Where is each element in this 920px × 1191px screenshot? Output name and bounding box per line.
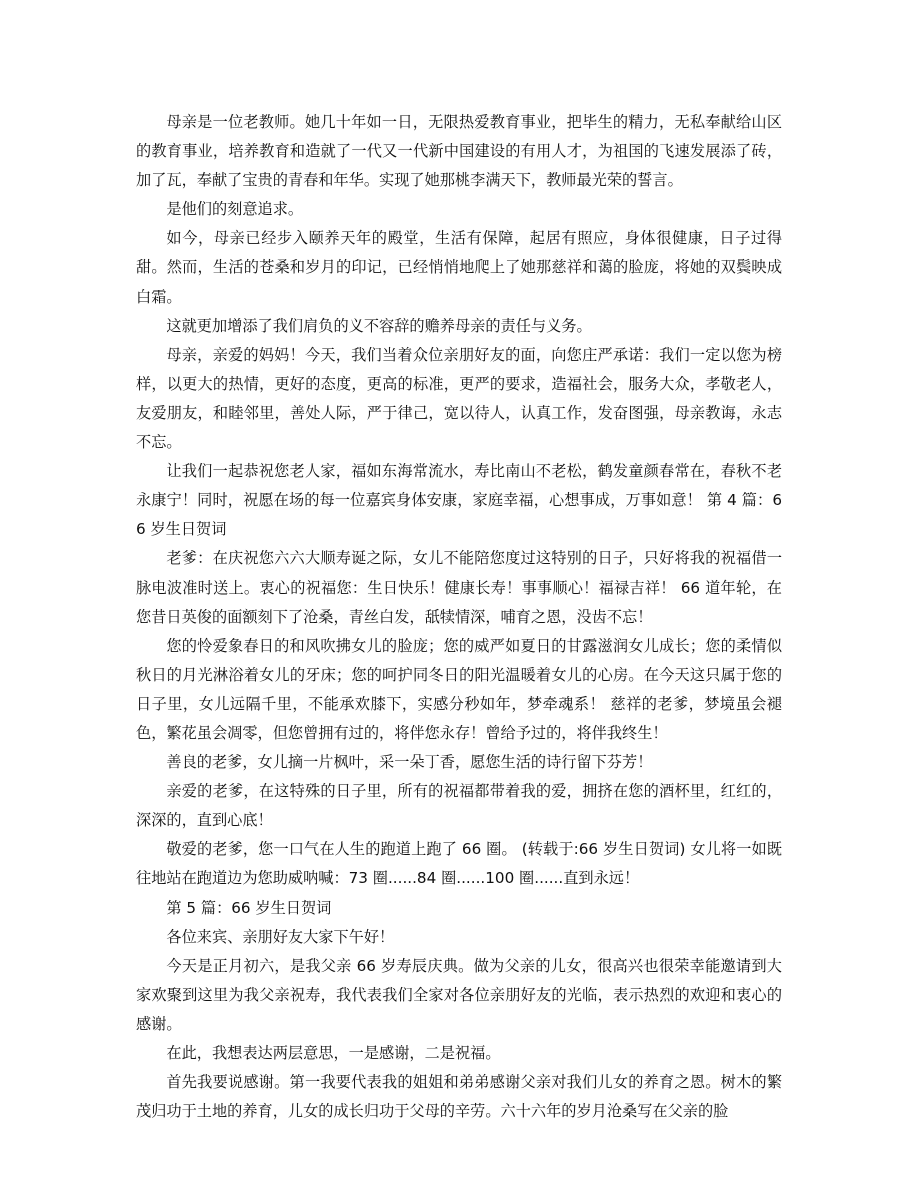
- paragraph: 您的怜爱象春日的和风吹拂女儿的脸庞；您的威严如夏日的甘露滋润女儿成长；您的柔情似秋日的月光淋浴着女儿的牙床；您的呵护同冬日的阳光温暖着女儿的心房。在今天这只属于您的日子里，女儿远隔千里，不能承欢膝下，实感分秒如年，梦牵魂系！ 慈祥的老爹，梦境虽会褪色，繁花虽会凋零，但您曾拥有过的，将伴您永存！曾给予过的，将伴我终生！: [136, 636, 782, 742]
- paragraph: 母亲是一位老教师。她几十年如一日，无限热爱教育事业，把毕生的精力，无私奉献给山区的教育事业，培养教育和造就了一代又一代新中国建设的有用人才，为祖国的飞速发展添了砖，加了瓦，奉献了宝贵的青春和年华。实现了她那桃李满天下，教师最光荣的誓言。: [136, 113, 782, 190]
- paragraph: 首先我要说感谢。第一我要代表我的姐姐和弟弟感谢父亲对我们儿女的养育之恩。树木的繁茂归功于土地的养育，儿女的成长归功于父母的辛劳。六十六年的岁月沧桑写在父亲的脸: [136, 1073, 782, 1121]
- paragraph: 是他们的刻意追求。: [166, 200, 304, 219]
- section-heading: 第 5 篇：66 岁生日贺词: [166, 898, 332, 917]
- paragraph: 母亲，亲爱的妈妈！今天，我们当着众位亲朋好友的面，向您庄严承诺：我们一定以您为榜样，以更大的热情，更好的态度，更高的标准，更严的要求，造福社会，服务大众，孝敬老人，友爱朋友，和睦邻里，善处人际，严于律己，宽以待人，认真工作，发奋图强，母亲教诲，永志不忘。: [136, 345, 782, 452]
- paragraph: 如今，母亲已经步入颐养天年的殿堂，生活有保障，起居有照应，身体很健康，日子过得甜。然而，生活的苍桑和岁月的印记，已经悄悄地爬上了她那慈祥和蔼的脸庞，将她的双鬓映成白霜。: [136, 229, 782, 306]
- paragraph: 让我们一起恭祝您老人家，福如东海常流水，寿比南山不老松，鹤发童颜春常在，春秋不老永康宁！同时，祝愿在场的每一位嘉宾身体安康，家庭幸福，心想事成，万事如意！ 第 4 篇：66 岁生日贺词: [136, 462, 782, 539]
- paragraph: 这就更加增添了我们肩负的义不容辞的赡养母亲的责任与义务。: [166, 316, 592, 335]
- paragraph: 老爹：在庆祝您六六大顺寿诞之际，女儿不能陪您度过这特别的日子，只好将我的祝福借一脉电波准时送上。衷心的祝福您：生日快乐！健康长寿！事事顺心！福禄吉祥！ 66 道年轮，在您昔日英俊的面额刻下了沧桑，青丝白发，舐犊情深，哺育之恩，没齿不忘！: [136, 549, 782, 626]
- paragraph: 各位来宾、亲朋好友大家下午好！: [166, 927, 395, 946]
- paragraph: 亲爱的老爹，在这特殊的日子里，所有的祝福都带着我的爱，拥挤在您的酒杯里，红红的，深深的，直到心底！: [136, 782, 782, 830]
- paragraph: 善良的老爹，女儿摘一片枫叶，采一朵丁香，愿您生活的诗行留下芬芳！: [166, 753, 653, 772]
- paragraph: 敬爱的老爹，您一口气在人生的跑道上跑了 66 圈。 (转载于:66 岁生日贺词) 女儿将一如既往地站在跑道边为您助威呐喊：73 圈......84 圈......100 圈......直到永远！: [136, 840, 782, 888]
- paragraph: 今天是正月初六，是我父亲 66 岁寿辰庆典。做为父亲的儿女，很高兴也很荣幸能邀请到大家欢聚到这里为我父亲祝寿，我代表我们全家对各位亲朋好友的光临，表示热烈的欢迎和衷心的感谢。: [136, 956, 782, 1033]
- paragraph: 在此，我想表达两层意思，一是感谢，二是祝福。: [166, 1044, 501, 1062]
- document-body: [136, 108, 782, 1126]
